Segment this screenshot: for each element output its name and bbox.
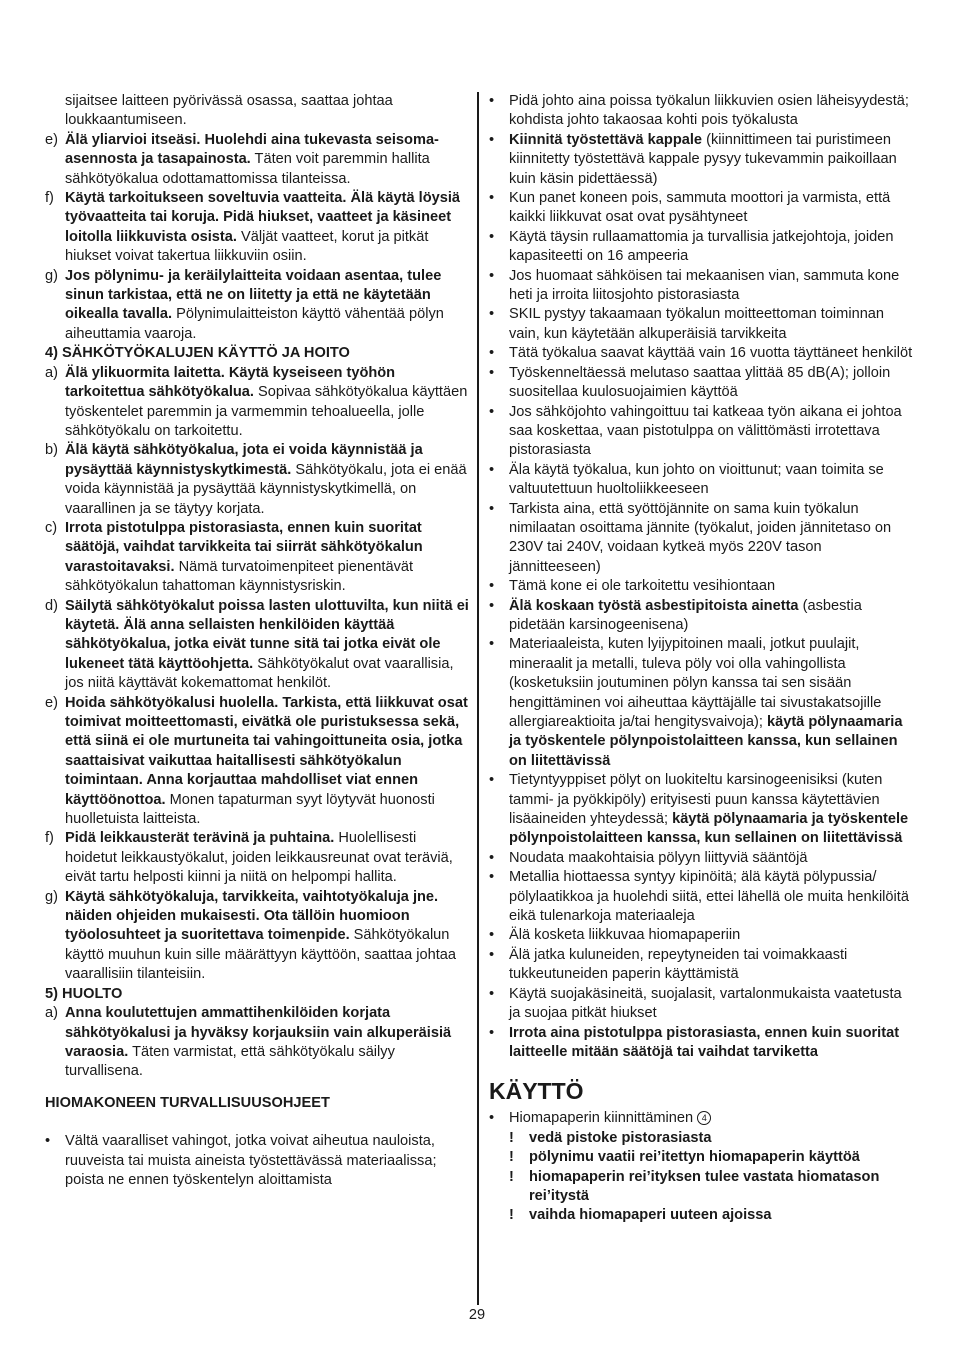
page-number: 29 — [468, 1307, 486, 1323]
bullet-marker: • — [489, 131, 495, 148]
list-item — [45, 441, 470, 519]
bullet-item — [489, 305, 914, 344]
instruction-step — [489, 1168, 914, 1207]
bullet-marker: • — [489, 267, 495, 284]
list-item — [45, 364, 470, 442]
item-text — [65, 267, 470, 345]
bullet-item — [489, 403, 914, 461]
item-label: f) — [45, 830, 54, 847]
bullet-plain-text: Jos huomaat sähköisen tai mekaanisen vian, sammuta kone heti ja irroita liitosjohto pistorasiasta — [509, 267, 900, 304]
figure-ref-icon: 4 — [697, 1111, 711, 1125]
list-item — [45, 519, 470, 597]
bullet-plain-text: Tämä kone ei ole tarkoitettu vesihiontaan — [509, 578, 776, 595]
instruction-text: hiomapaperin rei’ityksen tulee vastata hiomatason rei’itystä — [529, 1168, 880, 1204]
bullet-plain-text: Noudata maakohtaisia pölyyn liittyviä sääntöjä — [509, 849, 808, 866]
section4-items — [45, 364, 470, 985]
bullet-text — [509, 849, 914, 868]
bullet-pre-text: Materiaaleista, kuten lyijypitoinen maali, jotkut puulajit, mineraalit ja metalli, tuleva pöly voi olla vahingollista (kosketuksiin joutuminen pölyn kanssa tai sen sisään hengittäminen voi aiheuttaa käyttäjälle tai sivustakatsojille allergiareaktioita ja/tai hengitysvaivoja); — [509, 636, 882, 730]
bullet-text — [509, 577, 914, 596]
bullet-item — [489, 189, 914, 228]
item-bold-text: Irrota pistotulppa pistorasiasta, ennen kuin suoritat säätöjä, vaihdat tarvikkeita tai siirrät sähkötyökalun varastoitavaksi. — [65, 519, 423, 575]
item-bold-text: Älä yliarvioi itseäsi. Huolehdi aina tukevasta seisoma-asennosta ja tasapainosta. — [65, 131, 439, 168]
column-divider — [477, 92, 479, 1305]
bullet-item — [45, 1132, 470, 1190]
item-label: e) — [45, 694, 58, 711]
list-item — [45, 131, 470, 189]
item-label: d) — [45, 597, 58, 614]
instruction-step — [489, 1148, 914, 1167]
item-text — [65, 888, 470, 985]
item-plain-text: Sähkötyökalu, jota ei enää voida käynnistää ja pysäyttää käynnistyskytkimellä, on vaarallinen ja se täytyy korjata. — [65, 461, 467, 517]
left-bullet-list — [45, 1132, 470, 1190]
bullet-text — [509, 364, 914, 403]
bullet-item — [489, 131, 914, 189]
bullet-marker: • — [489, 927, 495, 944]
bullet-text — [509, 985, 914, 1024]
bullet-text — [509, 267, 914, 306]
bullet-marker: • — [489, 985, 495, 1002]
item-text — [65, 694, 470, 830]
bullet-plain-text: Älä kosketa liikkuvaa hiomapaperiin — [509, 927, 741, 944]
exclamation-marker: ! — [509, 1149, 514, 1166]
bullet-plain-text: Älä jatka kuluneiden, repeytyneiden tai voimakkaasti tukkeutuneiden paperin käyttämistä — [509, 946, 848, 983]
item-label: b) — [45, 442, 58, 459]
bullet-bold-text: Irrota aina pistotulppa pistorasiasta, ennen kuin suoritat laitteelle mitään säätöjä tai vaihdat tarviketta — [509, 1024, 900, 1060]
bullet-item — [489, 228, 914, 267]
bullet-marker: • — [489, 772, 495, 789]
bullet-plain-text: Työskenneltäessä melutaso saattaa ylittää 85 dB(A); jolloin suositellaa kuulosuojaimien käyttöä — [509, 364, 891, 401]
item-plain-text: Täten varmistat, että sähkötyökalu säilyy turvallisena. — [65, 1043, 395, 1080]
bullet-text — [509, 597, 914, 636]
item-bold-text: Säilytä sähkötyökalut poissa lasten ulottuvilta, kun niitä ei käytetä. Älä anna sellaisten henkilöiden käyttää sähkötyökalua, jotka eivät tunne sitä tai jotka eivät ole lukeneet tätä käyttöohjetta. — [65, 597, 469, 672]
item-bold-text: Pidä leikkausterät terävinä ja puhtaina. — [65, 830, 335, 847]
bullet-text — [509, 946, 914, 985]
item-bold-text: Käytä sähkötyökaluja, tarvikkeita, vaihtotyökaluja jne. näiden ohjeiden mukaisesti. Ota tällöin huomioon työolosuhteet ja suoritettava toimenpide. — [65, 888, 439, 944]
bullet-marker: • — [489, 849, 495, 866]
item-bold-text: Anna koulutettujen ammattihenkilöiden korjata sähkötyökalusi ja hyväksy korjauksiin vain alkuperäisiä varaosia. — [65, 1005, 452, 1060]
bullet-marker: • — [489, 364, 495, 381]
item-plain-text: Sähkötyökalun käyttö muuhun kuin sille määrättyyn käyttöön, saattaa johtaa vaarallisiin tilanteisiin. — [65, 927, 457, 983]
bullet-marker: • — [489, 306, 495, 323]
usage-bullet-text: Hiomapaperin kiinnittäminen — [509, 1110, 694, 1127]
bullet-bold-text: käytä pölynaamaria ja työskentele pölynpoistolaitteen kanssa, kun sellainen on liitettävissä — [509, 714, 903, 769]
exclamation-marker: ! — [509, 1129, 514, 1146]
bullet-text — [65, 1132, 470, 1190]
item-text — [65, 519, 470, 597]
bullet-text — [509, 344, 914, 363]
bullet-text — [509, 500, 914, 578]
item-plain-text: Huolellisesti hoidetut leikkaustyökalut, joiden leikkausreunat ovat teräviä, eivät tartu helposti kiinni ja niitä on helpompi hallita. — [65, 830, 453, 886]
item-text — [65, 364, 470, 442]
item-text — [65, 829, 470, 887]
right-bullet-list — [489, 92, 914, 1062]
exclamation-marker: ! — [509, 1207, 514, 1224]
item-plain-text: Monen tapaturman syyt löytyvät huonosti huolletuista laitteista. — [65, 791, 435, 828]
left-column — [45, 92, 470, 1190]
bullet-marker: • — [489, 869, 495, 886]
bullet-plain-text: Jos sähköjohto vahingoittuu tai katkeaa työn aikana ei johtoa saa koskettaa, vaan pistotulppa on välittömästi irrotettava pistorasiasta — [509, 403, 902, 459]
item-text — [65, 1004, 470, 1082]
item-bold-text: Käytä tarkoitukseen soveltuvia vaatteita. Älä käytä löysiä työvaatteita tai koruja. Pidä hiukset, vaatteet ja käsineet loitolla liikkuvista osista. — [65, 190, 461, 245]
bullet-plain-text: (kiinnittimeen tai puristimeen kiinnitetty työstettävä kappale pysyy tukevammin paikoillaan kuin käsin pidettäessä) — [509, 131, 897, 187]
item-label: f) — [45, 190, 54, 207]
bullet-bold-text: Kiinnitä työstettävä kappale — [509, 131, 703, 148]
item-plain-text: Pölynimulaitteiston käyttö vähentää pölyn aiheuttamia vaaroja. — [65, 306, 444, 342]
bullet-text — [509, 771, 914, 849]
bullet-marker: • — [489, 345, 495, 362]
instruction-step — [489, 1129, 914, 1148]
list-item — [45, 888, 470, 985]
bullet-item — [489, 92, 914, 131]
item-plain-text: Väljät vaatteet, korut ja pitkät hiukset voivat takertua liikkuviin osiin. — [65, 228, 429, 265]
item-text — [65, 131, 470, 189]
bullet-plain-text: (asbestia pidetään karsinogeenisena) — [509, 597, 862, 633]
bullet-plain-text: Äla käytä työkalua, kun johto on vioittunut; vaan toimita se valtuutettuun huoltoliikkeeseen — [509, 461, 884, 498]
bullet-pre-text: Tietyntyyppiset pölyt on luokiteltu karsinogeenisiksi (kuten tammi- ja pyökkipöly) erityisesti puun kanssa käytettävien lisäaineiden yhteydessä; — [509, 772, 883, 828]
item-label: a) — [45, 364, 58, 381]
bullet-item — [489, 461, 914, 500]
bullet-item — [489, 868, 914, 926]
bullet-text — [509, 461, 914, 500]
section4-title: 4) SÄHKÖTYÖKALUJEN KÄYTTÖ JA HOITO — [45, 345, 350, 362]
continued-text: sijaitsee laitteen pyörivässä osassa, saattaa johtaa loukkaantumiseen. — [65, 93, 393, 129]
bullet-marker: • — [489, 403, 495, 420]
bullet-item — [489, 1024, 914, 1063]
bullet-plain-text: Vältä vaaralliset vahingot, jotka voivat aiheutua nauloista, ruuveista tai muista aineista työstettävässä materiaalissa; poista ne ennen työskentelyn aloittamista — [65, 1133, 437, 1188]
bullet-text — [509, 403, 914, 461]
bullet-marker: • — [489, 461, 495, 478]
usage-bullet — [489, 1109, 914, 1128]
item-plain-text: Täten voit paremmin hallita sähkötyökalua odottamattomissa tilanteissa. — [65, 151, 430, 187]
item-label: g) — [45, 888, 58, 905]
item-plain-text: Sopivaa sähkötyökalua käyttäen työskentelet paremmin ja varmemmin tehoalueella, jolle sähkötyökalu on tarkoitettu. — [65, 384, 468, 439]
bullet-marker: • — [489, 946, 495, 963]
list-item — [45, 189, 470, 267]
bullet-marker: • — [45, 1133, 51, 1150]
item-label: g) — [45, 267, 58, 284]
bullet-text — [509, 868, 914, 926]
bullet-item — [489, 364, 914, 403]
bullet-marker: • — [489, 190, 495, 207]
bullet-item — [489, 926, 914, 945]
bullet-item — [489, 597, 914, 636]
item-plain-text: Nämä turvatoimenpiteet pienentävät sähkötyökalun tahattoman käynnistysriskin. — [65, 558, 414, 595]
item-text — [65, 189, 470, 267]
bullet-item — [489, 635, 914, 771]
bullet-text — [509, 305, 914, 344]
bullet-marker: • — [489, 578, 495, 595]
bullet-item — [489, 771, 914, 849]
bullet-item — [489, 267, 914, 306]
item-bold-text: Jos pölynimu- ja keräilylaitteita voidaan asentaa, tulee sinun tarkistaa, että ne on liitetty ja että ne käytetään oikealla tavalla. — [65, 267, 442, 323]
bullet-text — [509, 189, 914, 228]
bullet-marker: • — [489, 636, 495, 653]
list-item — [45, 829, 470, 887]
bullet-plain-text: Tarkista aina, että syöttöjännite on sama kuin työkalun nimilaatan osoittama jännite (työkalut, joiden jännitetaso on 230V tai 240V, voidaan kytkeä myös 220V tason jännitteeseen) — [509, 500, 892, 575]
bullet-marker: • — [489, 1110, 495, 1127]
bullet-item — [489, 985, 914, 1024]
list-item — [45, 1004, 470, 1082]
bullet-text — [509, 92, 914, 131]
bullet-marker: • — [489, 597, 495, 614]
bullet-text — [509, 926, 914, 945]
section5-title: 5) HUOLTO — [45, 985, 123, 1002]
list-item — [45, 267, 470, 345]
bullet-marker: • — [489, 93, 495, 109]
bullet-item — [489, 500, 914, 578]
safety-heading: HIOMAKONEEN TURVALLISUUSOHJEET — [45, 1094, 330, 1111]
right-column — [489, 92, 914, 1226]
item-bold-text: Älä käytä sähkötyökalua, jota ei voida käynnistää ja pysäyttää käynnistyskytkimestä. — [65, 442, 423, 478]
list-item — [45, 597, 470, 694]
bullet-plain-text: Kun panet koneen pois, sammuta moottori ja varmista, että kaikki liikkuvat osat ovat pysähtyneet — [509, 190, 891, 226]
section3-items — [45, 131, 470, 344]
bullet-marker: • — [489, 1024, 495, 1041]
list-item — [45, 694, 470, 830]
item-text — [65, 597, 470, 694]
bullet-plain-text: Metallia hiottaessa syntyy kipinöitä; älä käytä pölypussia/ pölylaatikkoa ja huolehdi siitä, ettei lähellä ole muita henkilöitä eikä tulenarkoja materiaaleja — [509, 869, 909, 925]
bullet-plain-text: Tätä työkalua saavat käyttää vain 16 vuotta täyttäneet henkilöt — [509, 345, 913, 362]
item-label: a) — [45, 1005, 58, 1022]
bullet-text — [509, 228, 914, 267]
bullet-plain-text: SKIL pystyy takaamaan työkalun moitteettoman toiminnan vain, kun käytetään alkuperäisiä tarvikkeita — [509, 306, 885, 342]
bullet-plain-text: Käytä täysin rullaamattomia ja turvallisia jatkejohtoja, joiden kapasiteetti on 16 ampeeria — [509, 228, 894, 265]
instruction-text: vedä pistoke pistorasiasta — [529, 1129, 712, 1146]
exclamation-marker: ! — [509, 1168, 514, 1185]
bullet-bold-text: käytä pölynaamaria ja työskentele pölynpoistolaitteen kanssa, kun sellainen on liitettävissä — [509, 811, 909, 847]
bullet-text — [509, 635, 914, 771]
bullet-marker: • — [489, 500, 495, 517]
instruction-text: pölynimu vaatii rei’itettyn hiomapaperin käyttöä — [529, 1149, 860, 1166]
item-text — [65, 441, 470, 519]
usage-steps — [489, 1129, 914, 1226]
item-bold-text: Älä ylikuormita laitetta. Käytä kyseiseen työhön tarkoitettua sähkötyökalua. — [65, 364, 396, 401]
bullet-text — [509, 131, 914, 189]
bullet-marker: • — [489, 228, 495, 245]
bullet-plain-text: Käytä suojakäsineitä, suojalasit, vartalonmukaista vaatetusta ja suojaa pitkät hiukset — [509, 985, 902, 1022]
bullet-text — [509, 1024, 914, 1063]
section5-items — [45, 1004, 470, 1082]
bullet-item — [489, 577, 914, 596]
instruction-step — [489, 1206, 914, 1225]
item-bold-text: Hoida sähkötyökalusi huolella. Tarkista, että liikkuvat osat toimivat moitteettomasti, eivätkä ole puristuksessa sekä, että siinä ei ole murtuneita tai vahingoittuneita osia, jotka saattaisivat vaikuttaa haitallisesti sähkötyökalun toimintaan. Anna korjauttaa mahdolliset viat ennen käyttöönottoa. — [65, 694, 468, 808]
item-label: c) — [45, 519, 58, 536]
item-plain-text: Sähkötyökalut ovat vaarallisia, jos niitä käyttävät kokemattomat henkilöt. — [65, 655, 454, 692]
kaytto-heading: KÄYTTÖ — [489, 1078, 584, 1105]
bullet-plain-text: Pidä johto aina poissa työkalun liikkuvien osien läheisyydestä; kohdista johto takaosaa kohti pois työkalusta — [509, 93, 909, 129]
bullet-item — [489, 946, 914, 985]
bullet-item — [489, 849, 914, 868]
instruction-text: vaihda hiomapaperi uuteen ajoissa — [529, 1207, 772, 1224]
item-label: e) — [45, 131, 58, 148]
bullet-bold-text: Älä koskaan työstä asbestipitoista ainetta — [509, 597, 799, 614]
bullet-item — [489, 344, 914, 363]
